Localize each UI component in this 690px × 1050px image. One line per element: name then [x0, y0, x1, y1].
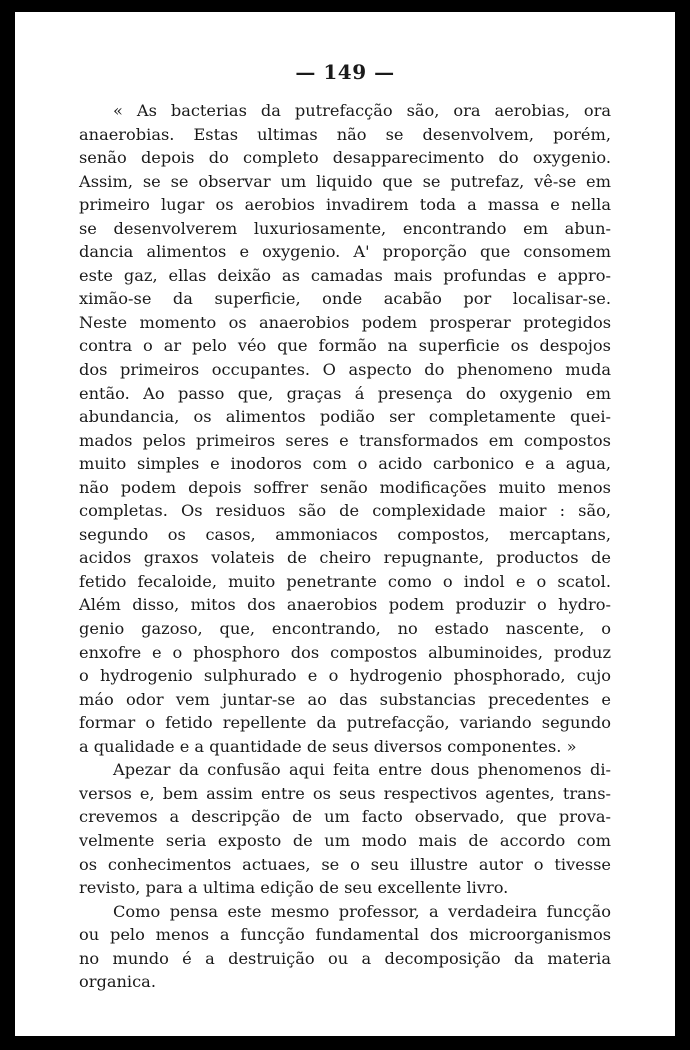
- text-line: enxofre e o phosphoro dos compostos albuminoides, produz: [79, 642, 611, 662]
- book-page: [15, 12, 675, 1036]
- text-line: Neste momento os anaerobios podem prosperar protegidos: [79, 312, 611, 332]
- text-line: abundancia, os alimentos podião ser completamente quei-: [79, 407, 611, 427]
- text-line: Apezar da confusão aqui feita entre dous phenomenos di-: [113, 760, 611, 780]
- text-line: primeiro lugar os aerobios invadirem toda a massa e nella: [79, 195, 611, 215]
- text-line: ou pelo menos a funcção fundamental dos microorganismos: [79, 925, 611, 945]
- text-body: [79, 99, 611, 994]
- text-line: segundo os casos, ammoniacos compostos, mercaptans,: [79, 524, 611, 544]
- text-line: ximão-se da superficie, onde acabão por localisar-se.: [79, 289, 611, 309]
- text-line: completas. Os residuos são de complexidade maior : são,: [79, 501, 611, 521]
- text-line: fetido fecaloide, muito penetrante como o indol e o scatol.: [79, 571, 611, 591]
- text-line: versos e, bem assim entre os seus respectivos agentes, trans-: [79, 783, 611, 803]
- text-line: dos primeiros occupantes. O aspecto do phenomeno muda: [79, 360, 611, 380]
- text-line: Assim, se se observar um liquido que se putrefaz, vê-se em: [79, 171, 611, 191]
- text-line: no mundo é a destruição ou a decomposição da materia: [79, 948, 611, 968]
- paragraph: [79, 758, 611, 899]
- text-line: se desenvolverem luxuriosamente, encontrando em abun-: [79, 218, 611, 238]
- paragraph: [79, 99, 611, 758]
- text-line: a qualidade e a quantidade de seus diversos componentes. »: [79, 736, 577, 756]
- text-line: o hydrogenio sulphurado e o hydrogenio phosphorado, cujo: [79, 666, 611, 686]
- text-line: velmente seria exposto de um modo mais de accordo com: [79, 830, 611, 850]
- text-line: revisto, para a ultima edição de seu excellente livro.: [79, 878, 509, 898]
- text-line: formar o fetido repellente da putrefacção, variando segundo: [79, 713, 611, 733]
- text-line: mados pelos primeiros seres e transformados em compostos: [79, 430, 611, 450]
- text-line: contra o ar pelo véo que formão na superficie os despojos: [79, 336, 611, 356]
- text-line: muito simples e inodoros com o acido carbonico e a agua,: [79, 454, 611, 474]
- text-line: acidos graxos volateis de cheiro repugnante, productos de: [79, 548, 611, 568]
- page-number: — 149 —: [295, 60, 395, 84]
- text-line: não podem depois soffrer senão modificações muito menos: [79, 477, 611, 497]
- text-line: este gaz, ellas deixão as camadas mais profundas e appro-: [79, 265, 611, 285]
- text-line: genio gazoso, que, encontrando, no estado nascente, o: [79, 619, 611, 639]
- text-line: « As bacterias da putrefacção são, ora aerobias, ora: [113, 101, 611, 120]
- text-line: Além disso, mitos dos anaerobios podem produzir o hydro-: [79, 595, 611, 615]
- text-line: Como pensa este mesmo professor, a verdadeira funcção: [113, 901, 611, 921]
- text-line: então. Ao passo que, graças á presença do oxygenio em: [79, 383, 611, 403]
- text-line: máo odor vem juntar-se ao das substancias precedentes e: [79, 689, 611, 709]
- text-line: crevemos a descripção de um facto observado, que prova-: [79, 807, 611, 827]
- text-line: dancia alimentos e oxygenio. A' proporção que consomem: [79, 242, 611, 262]
- text-line: os conhecimentos actuaes, se o seu illustre autor o tivesse: [79, 854, 611, 874]
- text-line: anaerobias. Estas ultimas não se desenvolvem, porém,: [79, 124, 611, 144]
- text-line: senão depois do completo desapparecimento do oxygenio.: [79, 148, 611, 168]
- text-line: organica.: [79, 972, 156, 992]
- paragraph: [79, 900, 611, 994]
